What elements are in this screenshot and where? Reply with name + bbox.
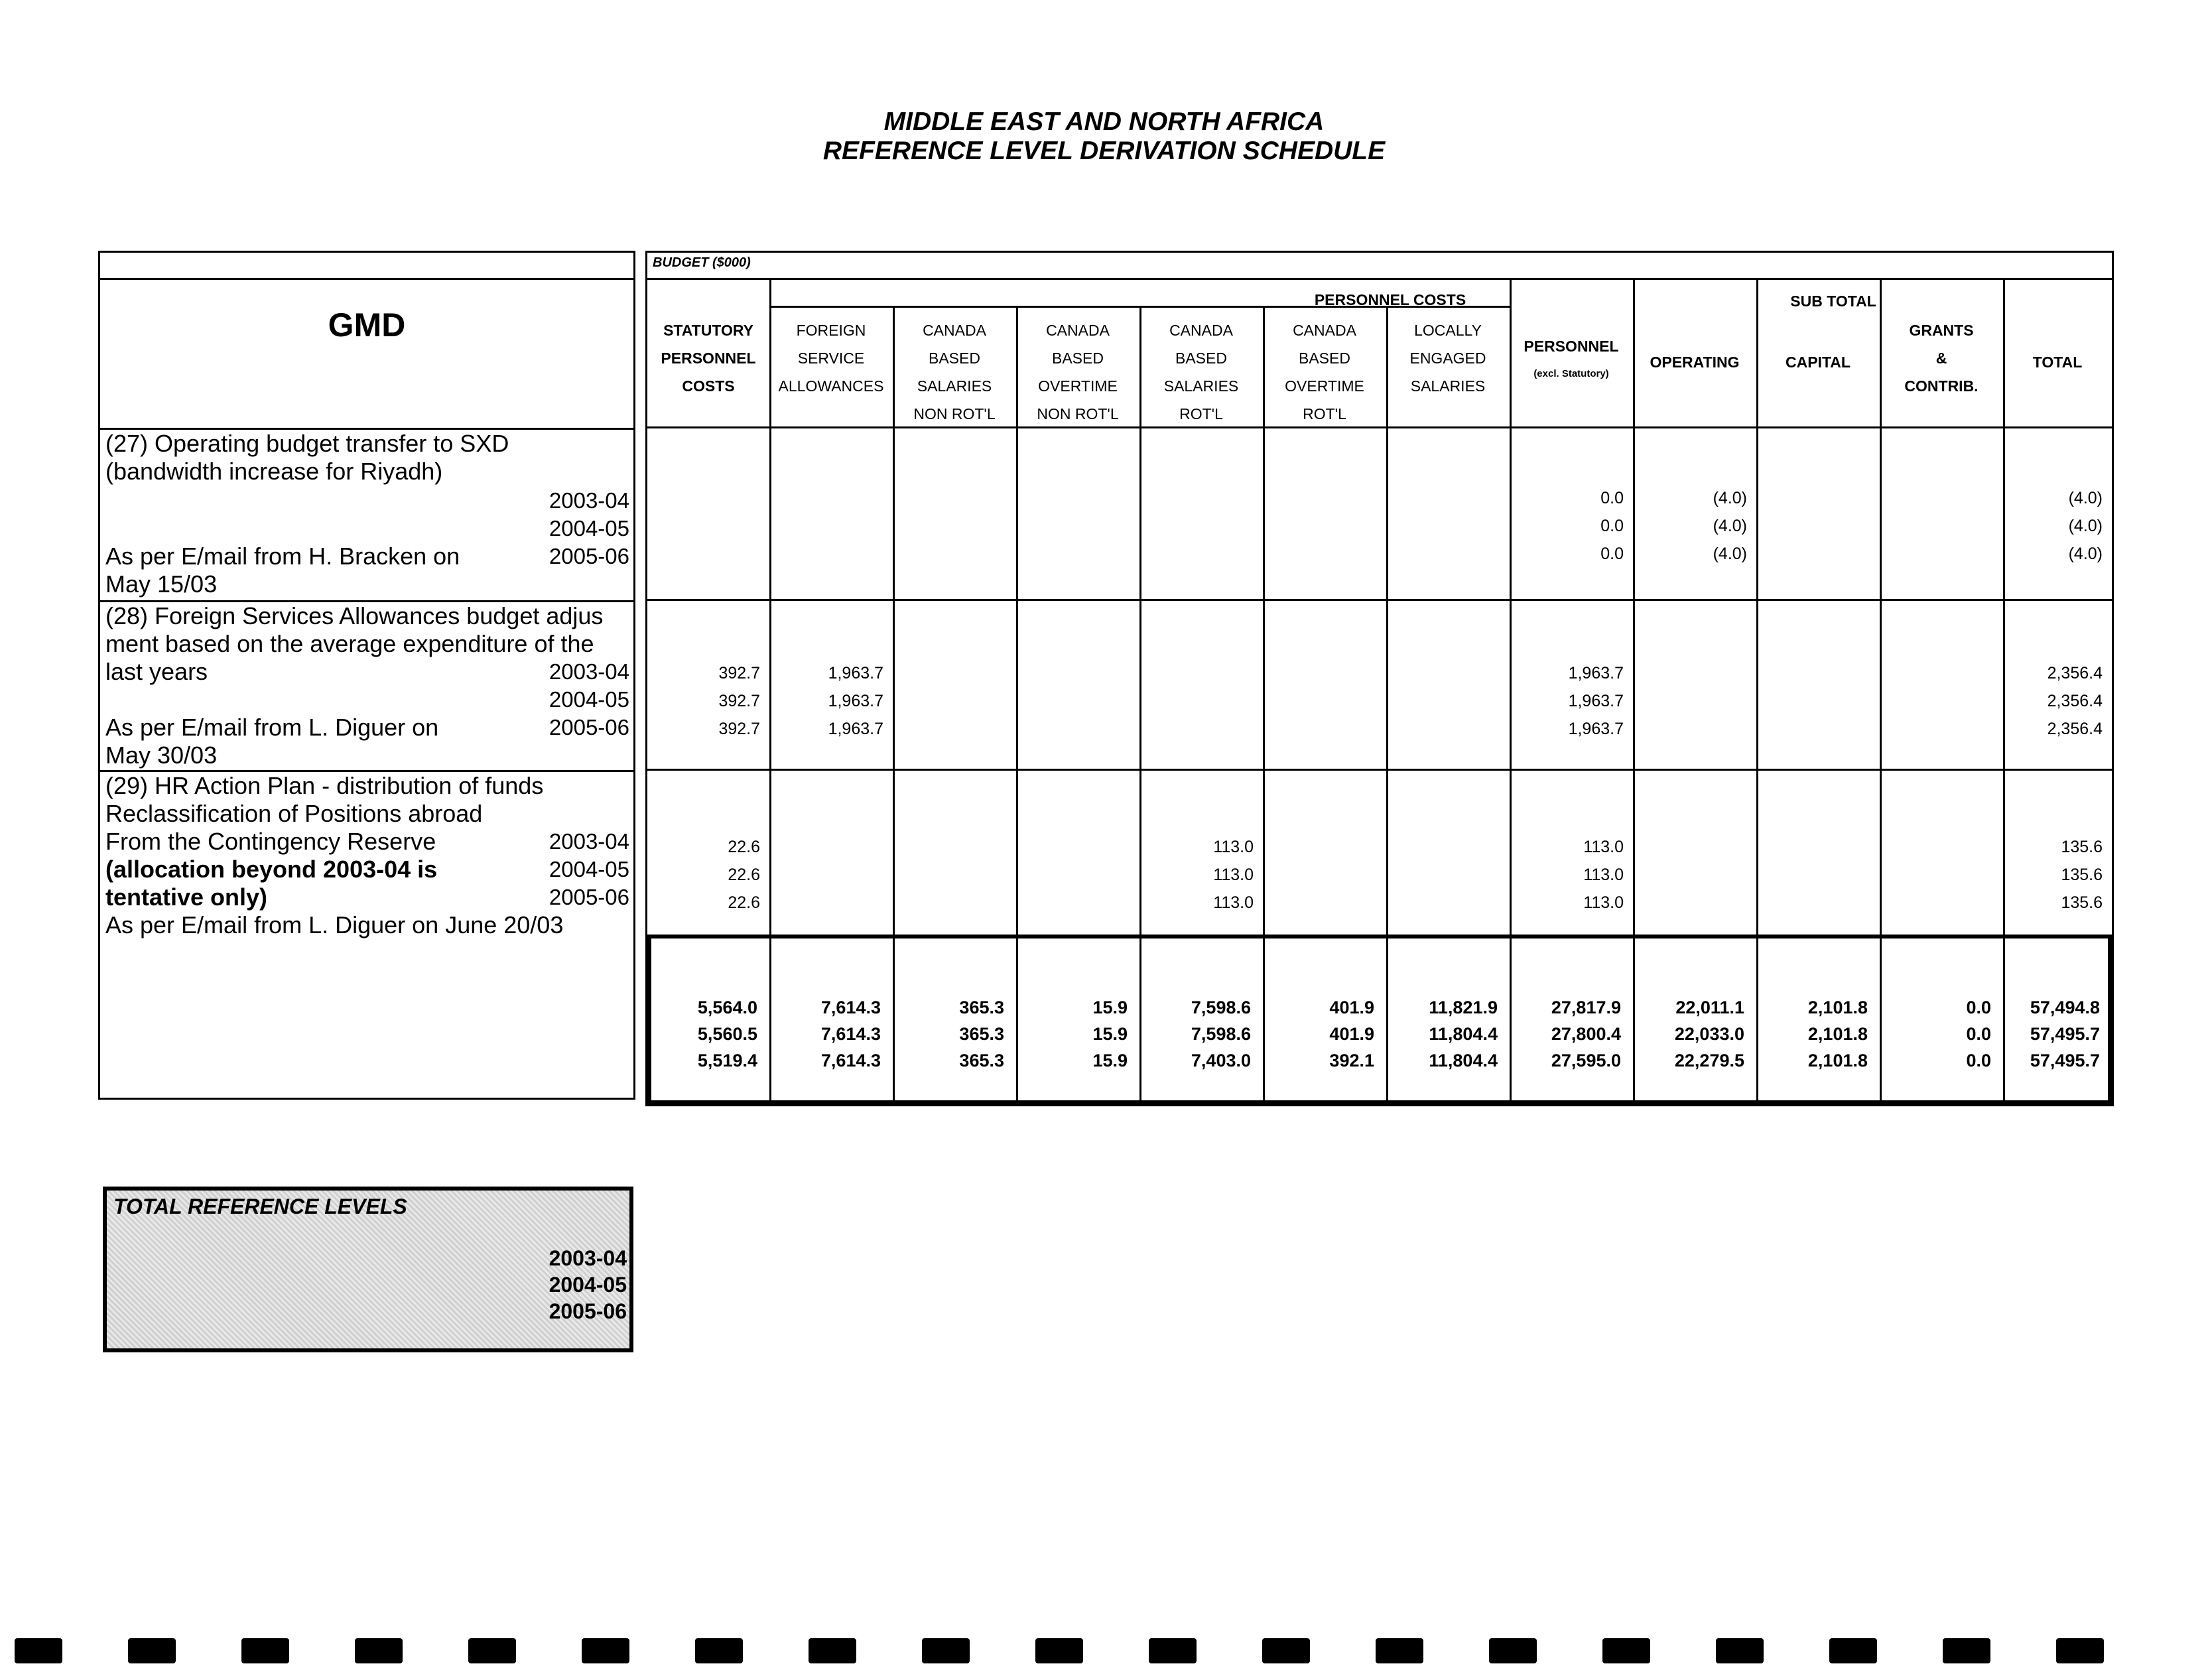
description-panel [98,251,635,1323]
total-cell: 22,033.0 [1674,1024,1744,1044]
table-cell: 113.0 [1213,838,1254,856]
column-header: SALARIES [917,377,992,395]
panel-heading: GMD [328,306,406,344]
grid-column-rule [1633,278,1635,1104]
note-line: As per E/mail from L. Diguer on June 20/03 [105,911,564,938]
footer-mark [468,1638,516,1663]
table-cell: 1,963.7 [828,664,883,682]
total-cell: 15.9 [1092,998,1128,1017]
column-header: PERSONNEL [1524,338,1619,355]
column-header: OVERTIME [1285,377,1364,395]
footer-mark [355,1638,403,1663]
column-header: ROT'L [1179,405,1223,422]
column-header: COSTS [682,377,735,395]
column-header: CAPITAL [1786,354,1851,371]
total-cell: 401.9 [1329,998,1374,1017]
footer-mark [1262,1638,1310,1663]
table-cell: 2,356.4 [2047,664,2103,682]
column-header: NON ROT'L [913,405,996,422]
table-cell: 113.0 [1213,893,1254,912]
total-cell: 15.9 [1092,1051,1128,1070]
grid-column-rule [1880,278,1882,1104]
section-line: ment based on the average expenditure of the [105,630,594,657]
total-cell: 11,804.4 [1429,1024,1498,1044]
column-header: CONTRIB. [1904,377,1979,395]
footer-mark [922,1638,970,1663]
total-cell: 5,564.0 [697,998,757,1017]
table-cell: 1,963.7 [1568,720,1624,738]
table-cell: 113.0 [1213,866,1254,884]
footer-mark [1149,1638,1197,1663]
total-cell: 22,011.1 [1675,998,1744,1017]
section-line: (28) Foreign Services Allowances budget adjus [105,602,604,629]
total-cell: 7,614.3 [820,1024,881,1044]
total-cell: 27,817.9 [1551,998,1621,1017]
total-cell: 401.9 [1329,1024,1374,1044]
footer-mark [1943,1638,1990,1663]
column-header: BASED [929,350,980,367]
section-28 [100,600,633,770]
total-cell: 57,495.7 [2030,1024,2100,1044]
column-header: BASED [1175,350,1227,367]
table-cell: 1,963.7 [828,692,883,710]
total-year: 2003-04 [549,1246,627,1270]
total-cell: 392.1 [1329,1051,1374,1070]
column-header: & [1935,350,1947,367]
footer-mark [1489,1638,1537,1663]
total-cell: 57,495.7 [2030,1051,2100,1070]
table-cell: (4.0) [1713,545,1747,563]
total-cell: 7,614.3 [820,1051,881,1070]
column-header: SERVICE [797,350,865,367]
footer-mark [1829,1638,1877,1663]
year-label: 2004-05 [549,857,629,881]
table-cell: 0.0 [1600,545,1624,563]
total-cell: 15.9 [1092,1024,1128,1044]
footer-mark [582,1638,629,1663]
total-cell: 2,101.8 [1807,1024,1868,1044]
table-cell: 0.0 [1600,489,1624,507]
column-header: CANADA [1046,322,1110,339]
table-cell: (4.0) [2068,545,2103,563]
footer-mark [1602,1638,1650,1663]
total-cell: 0.0 [1966,1051,1991,1070]
table-cell: 22.6 [728,866,760,884]
subtotal-header: SUB TOTAL [1790,292,1876,310]
table-cell: 392.7 [718,664,760,682]
total-cell: 365.3 [959,998,1004,1017]
table-cell: 2,356.4 [2047,720,2103,738]
total-cell: 365.3 [959,1051,1004,1070]
table-cell: 135.6 [2061,893,2103,912]
column-header: ENGAGED [1409,350,1486,367]
grid-column-rule [1756,278,1758,1104]
column-header: SALARIES [1163,377,1239,395]
table-cell: (4.0) [1713,517,1747,535]
grid-rule [647,769,2112,771]
column-header: BASED [1299,350,1350,367]
section-line: (allocation beyond 2003-04 is [105,856,438,883]
column-header: ALLOWANCES [778,377,884,395]
table-cell: 113.0 [1583,838,1624,856]
total-cell: 0.0 [1966,1024,1991,1044]
column-header: OPERATING [1650,354,1740,371]
total-year: 2004-05 [549,1273,627,1297]
column-header: SALARIES [1410,377,1486,395]
section-line: last years [105,658,208,685]
table-cell: 113.0 [1583,866,1624,884]
footer-mark [809,1638,856,1663]
year-label: 2005-06 [549,715,629,740]
total-cell: 0.0 [1966,998,1991,1017]
table-cell: 392.7 [718,720,760,738]
total-label: TOTAL REFERENCE LEVELS [113,1195,407,1218]
footer-mark [241,1638,289,1663]
column-header: ROT'L [1303,405,1346,422]
note-line: As per E/mail from L. Diguer on [105,714,439,741]
grid-rule [647,278,2112,280]
section-27 [100,428,633,600]
column-header: (excl. Statutory) [1533,368,1609,379]
table-cell: 113.0 [1583,893,1624,912]
total-cell: 11,804.4 [1429,1051,1498,1070]
total-cell: 7,403.0 [1191,1051,1251,1070]
table-cell: 22.6 [728,893,760,912]
total-cell: 27,595.0 [1551,1051,1621,1070]
budget-table [645,251,2114,1106]
section-line: (27) Operating budget transfer to SXD [105,430,509,457]
note-line: May 30/03 [105,742,218,769]
year-label: 2004-05 [549,687,629,712]
column-header: CANADA [1169,322,1233,339]
column-header: NON ROT'L [1037,405,1119,422]
table-cell: (4.0) [2068,517,2103,535]
section-line: Reclassification of Positions abroad [105,800,483,827]
year-label: 2005-06 [549,544,629,568]
year-label: 2004-05 [549,516,629,541]
total-cell: 365.3 [959,1024,1004,1044]
page-title: MIDDLE EAST AND NORTH AFRICA [883,107,1325,136]
total-cell: 57,494.8 [2030,998,2100,1017]
section-line: (bandwidth increase for Riyadh) [105,458,443,485]
note-line: May 15/03 [105,570,218,598]
column-header: PERSONNEL [661,350,756,367]
column-header: STATUTORY [663,322,753,339]
panel-top-bar [100,253,633,280]
total-cell: 2,101.8 [1807,998,1868,1017]
total-cell: 7,614.3 [820,998,881,1017]
total-year: 2005-06 [549,1299,627,1323]
note-line: As per E/mail from H. Bracken on [105,543,460,570]
section-line: (29) HR Action Plan - distribution of funds [105,772,544,799]
footer-mark [128,1638,176,1663]
table-cell: 2,356.4 [2047,692,2103,710]
page-footer-marks [0,1638,2208,1665]
column-header: GRANTS [1909,322,1974,339]
table-cell: 1,963.7 [828,720,883,738]
year-label: 2003-04 [549,488,629,513]
total-cell: 11,821.9 [1429,998,1498,1017]
year-label: 2005-06 [549,885,629,909]
table-cell: 0.0 [1600,517,1624,535]
footer-mark [15,1638,62,1663]
grid-column-rule [1386,306,1388,1104]
footer-mark [1035,1638,1083,1663]
total-cell: 5,560.5 [697,1024,757,1044]
total-reference-levels-panel [103,1187,633,1352]
section-line: tentative only) [105,883,268,911]
table-cell: 1,963.7 [1568,664,1624,682]
section-line: From the Contingency Reserve [105,828,436,855]
table-cell: 135.6 [2061,838,2103,856]
column-header: CANADA [923,322,986,339]
table-cell: 22.6 [728,838,760,856]
table-cell: (4.0) [1713,489,1747,507]
section-29 [100,770,633,942]
total-cell: 22,279.5 [1674,1051,1744,1070]
table-cell: 135.6 [2061,866,2103,884]
footer-mark [1716,1638,1764,1663]
footer-mark [1376,1638,1423,1663]
total-cell: 7,598.6 [1191,1024,1251,1044]
year-label: 2003-04 [549,829,629,854]
total-cell: 5,519.4 [697,1051,757,1070]
table-cell: 392.7 [718,692,760,710]
personnel-costs-header: PERSONNEL COSTS [1314,291,1466,308]
grid-rule [647,599,2112,601]
column-header: OVERTIME [1038,377,1118,395]
page-subtitle: REFERENCE LEVEL DERIVATION SCHEDULE [822,137,1386,165]
budget-label: BUDGET ($000) [653,255,751,270]
column-header: BASED [1052,350,1104,367]
footer-mark [695,1638,743,1663]
column-header: TOTAL [2032,354,2083,371]
footer-mark [2056,1638,2104,1663]
year-label: 2003-04 [549,659,629,684]
table-cell: (4.0) [2068,489,2103,507]
column-header: FOREIGN [796,322,866,339]
column-header: CANADA [1293,322,1356,339]
table-cell: 1,963.7 [1568,692,1624,710]
total-cell: 7,598.6 [1191,998,1251,1017]
total-cell: 27,800.4 [1551,1024,1621,1044]
total-cell: 2,101.8 [1807,1051,1868,1070]
column-header: LOCALLY [1414,322,1482,339]
